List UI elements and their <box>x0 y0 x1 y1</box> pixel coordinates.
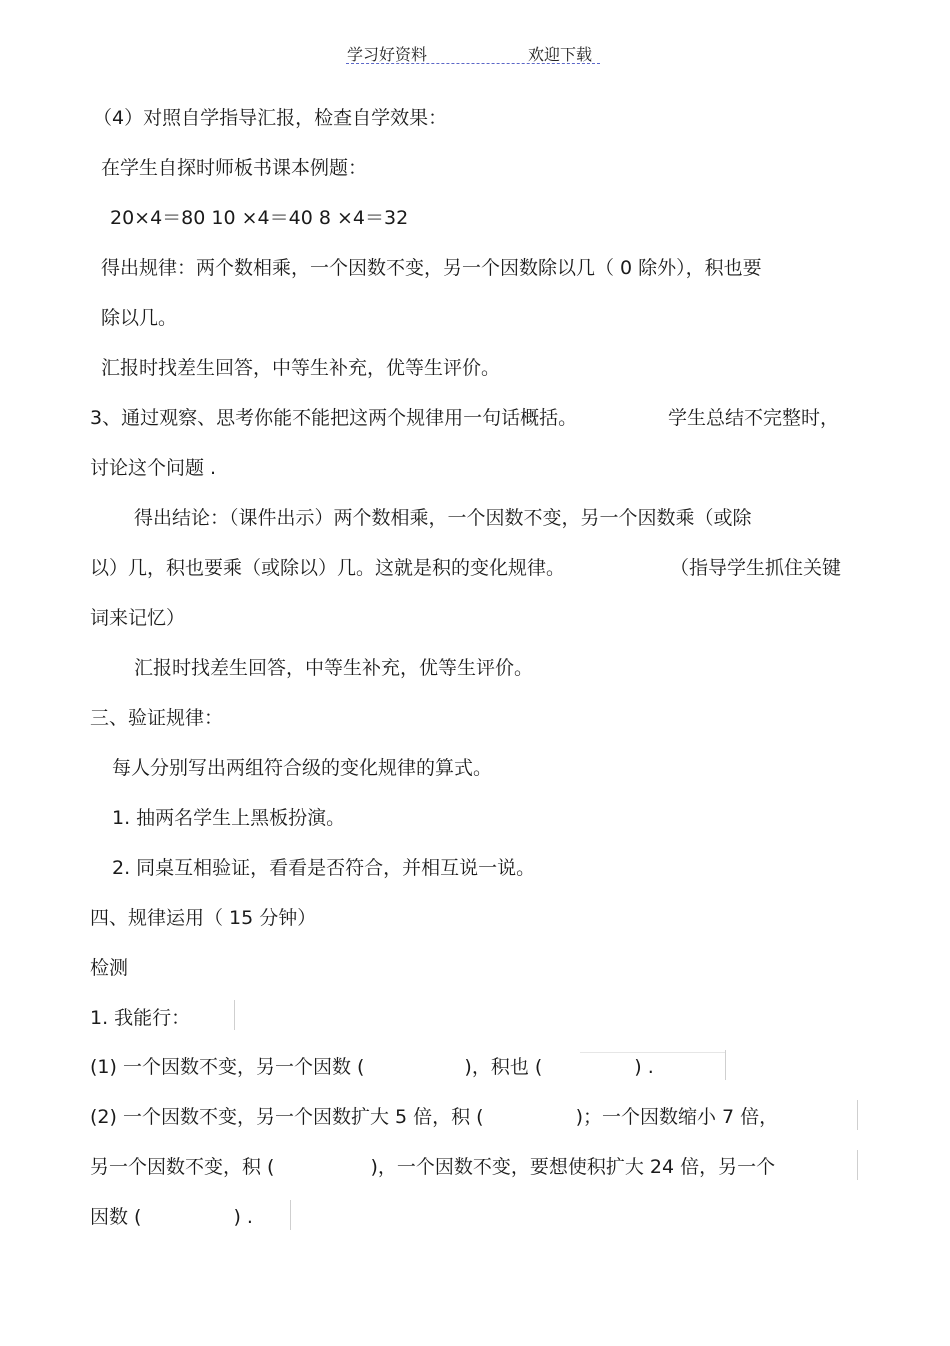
question-2-text-d: )，一个因数不变，要想使积扩大 24 倍，另一个 <box>370 1156 776 1178</box>
question-1-text-c: ) . <box>634 1056 654 1078</box>
question-2-line-continued <box>90 1155 775 1179</box>
rule-statement-line: 得出规律：两个数相乘，一个因数不变，另一个因数除以几（ 0 除外），积也要 <box>101 257 762 279</box>
question-1-text-a: (1) 一个因数不变，另一个因数 ( <box>90 1056 365 1078</box>
section-3-heading: 三、验证规律： <box>90 707 224 729</box>
memorize-line: 词来记忆） <box>90 607 186 629</box>
form-field-edge <box>857 1100 858 1130</box>
question-2-line <box>90 1105 778 1129</box>
conclusion-line-right: （指导学生抓住关键 <box>670 557 842 579</box>
question-2-text-f: ) . <box>233 1206 253 1228</box>
question-2-text-e: 因数 ( <box>90 1206 142 1228</box>
board-example-line: 在学生自探时师板书课本例题： <box>101 157 368 179</box>
item-1-line: 1. 抽两名学生上黑板扮演。 <box>112 807 346 829</box>
example-equations: 20×4＝80 10 ×4＝40 8 ×4＝32 <box>110 207 409 229</box>
header-left-text: 学习好资料 <box>347 45 428 64</box>
i-can-do-heading: 1. 我能行： <box>90 1007 191 1029</box>
self-study-report-line: （4）对照自学指导汇报，检查自学效果： <box>93 107 448 129</box>
question-2-text-b: )；一个因数缩小 7 倍， <box>575 1106 779 1128</box>
test-heading: 检测 <box>90 957 129 979</box>
conclusion-line: 得出结论：（课件出示）两个数相乘，一个因数不变，另一个因数乘（或除 <box>134 507 752 529</box>
step-3-line-right: 学生总结不完整时， <box>668 407 840 429</box>
question-2-text-c: 另一个因数不变，积 ( <box>90 1156 275 1178</box>
step-3-line: 3、通过观察、思考你能不能把这两个规律用一句话概括。 <box>90 407 578 429</box>
report-evaluation-line: 汇报时找差生回答，中等生补充，优等生评价。 <box>101 357 501 379</box>
header-dashed-rule <box>346 63 600 64</box>
section-4-heading: 四、规律运用（ 15 分钟） <box>90 907 317 929</box>
form-field-edge <box>725 1050 726 1080</box>
form-field-top-edge <box>580 1052 725 1053</box>
write-equations-line: 每人分别写出两组符合级的变化规律的算式。 <box>112 757 493 779</box>
rule-statement-continued: 除以几。 <box>101 307 178 329</box>
question-1-text-b: )，积也 ( <box>464 1056 543 1078</box>
question-1-line <box>90 1055 654 1079</box>
discussion-line: 讨论这个问题 . <box>90 457 217 479</box>
question-2-text-a: (2) 一个因数不变，另一个因数扩大 5 倍，积 ( <box>90 1106 484 1128</box>
question-2-line-end <box>90 1205 253 1229</box>
conclusion-line-continued: 以）几，积也要乘（或除以）几。这就是积的变化规律。 <box>90 557 566 579</box>
report-evaluation-line-2: 汇报时找差生回答，中等生补充，优等生评价。 <box>134 657 534 679</box>
form-field-edge <box>290 1200 291 1230</box>
form-field-edge <box>234 1000 235 1030</box>
form-field-edge <box>857 1150 858 1180</box>
item-2-line: 2. 同桌互相验证，看看是否符合，并相互说一说。 <box>112 857 536 879</box>
header-right-text: 欢迎下载 <box>528 45 593 64</box>
